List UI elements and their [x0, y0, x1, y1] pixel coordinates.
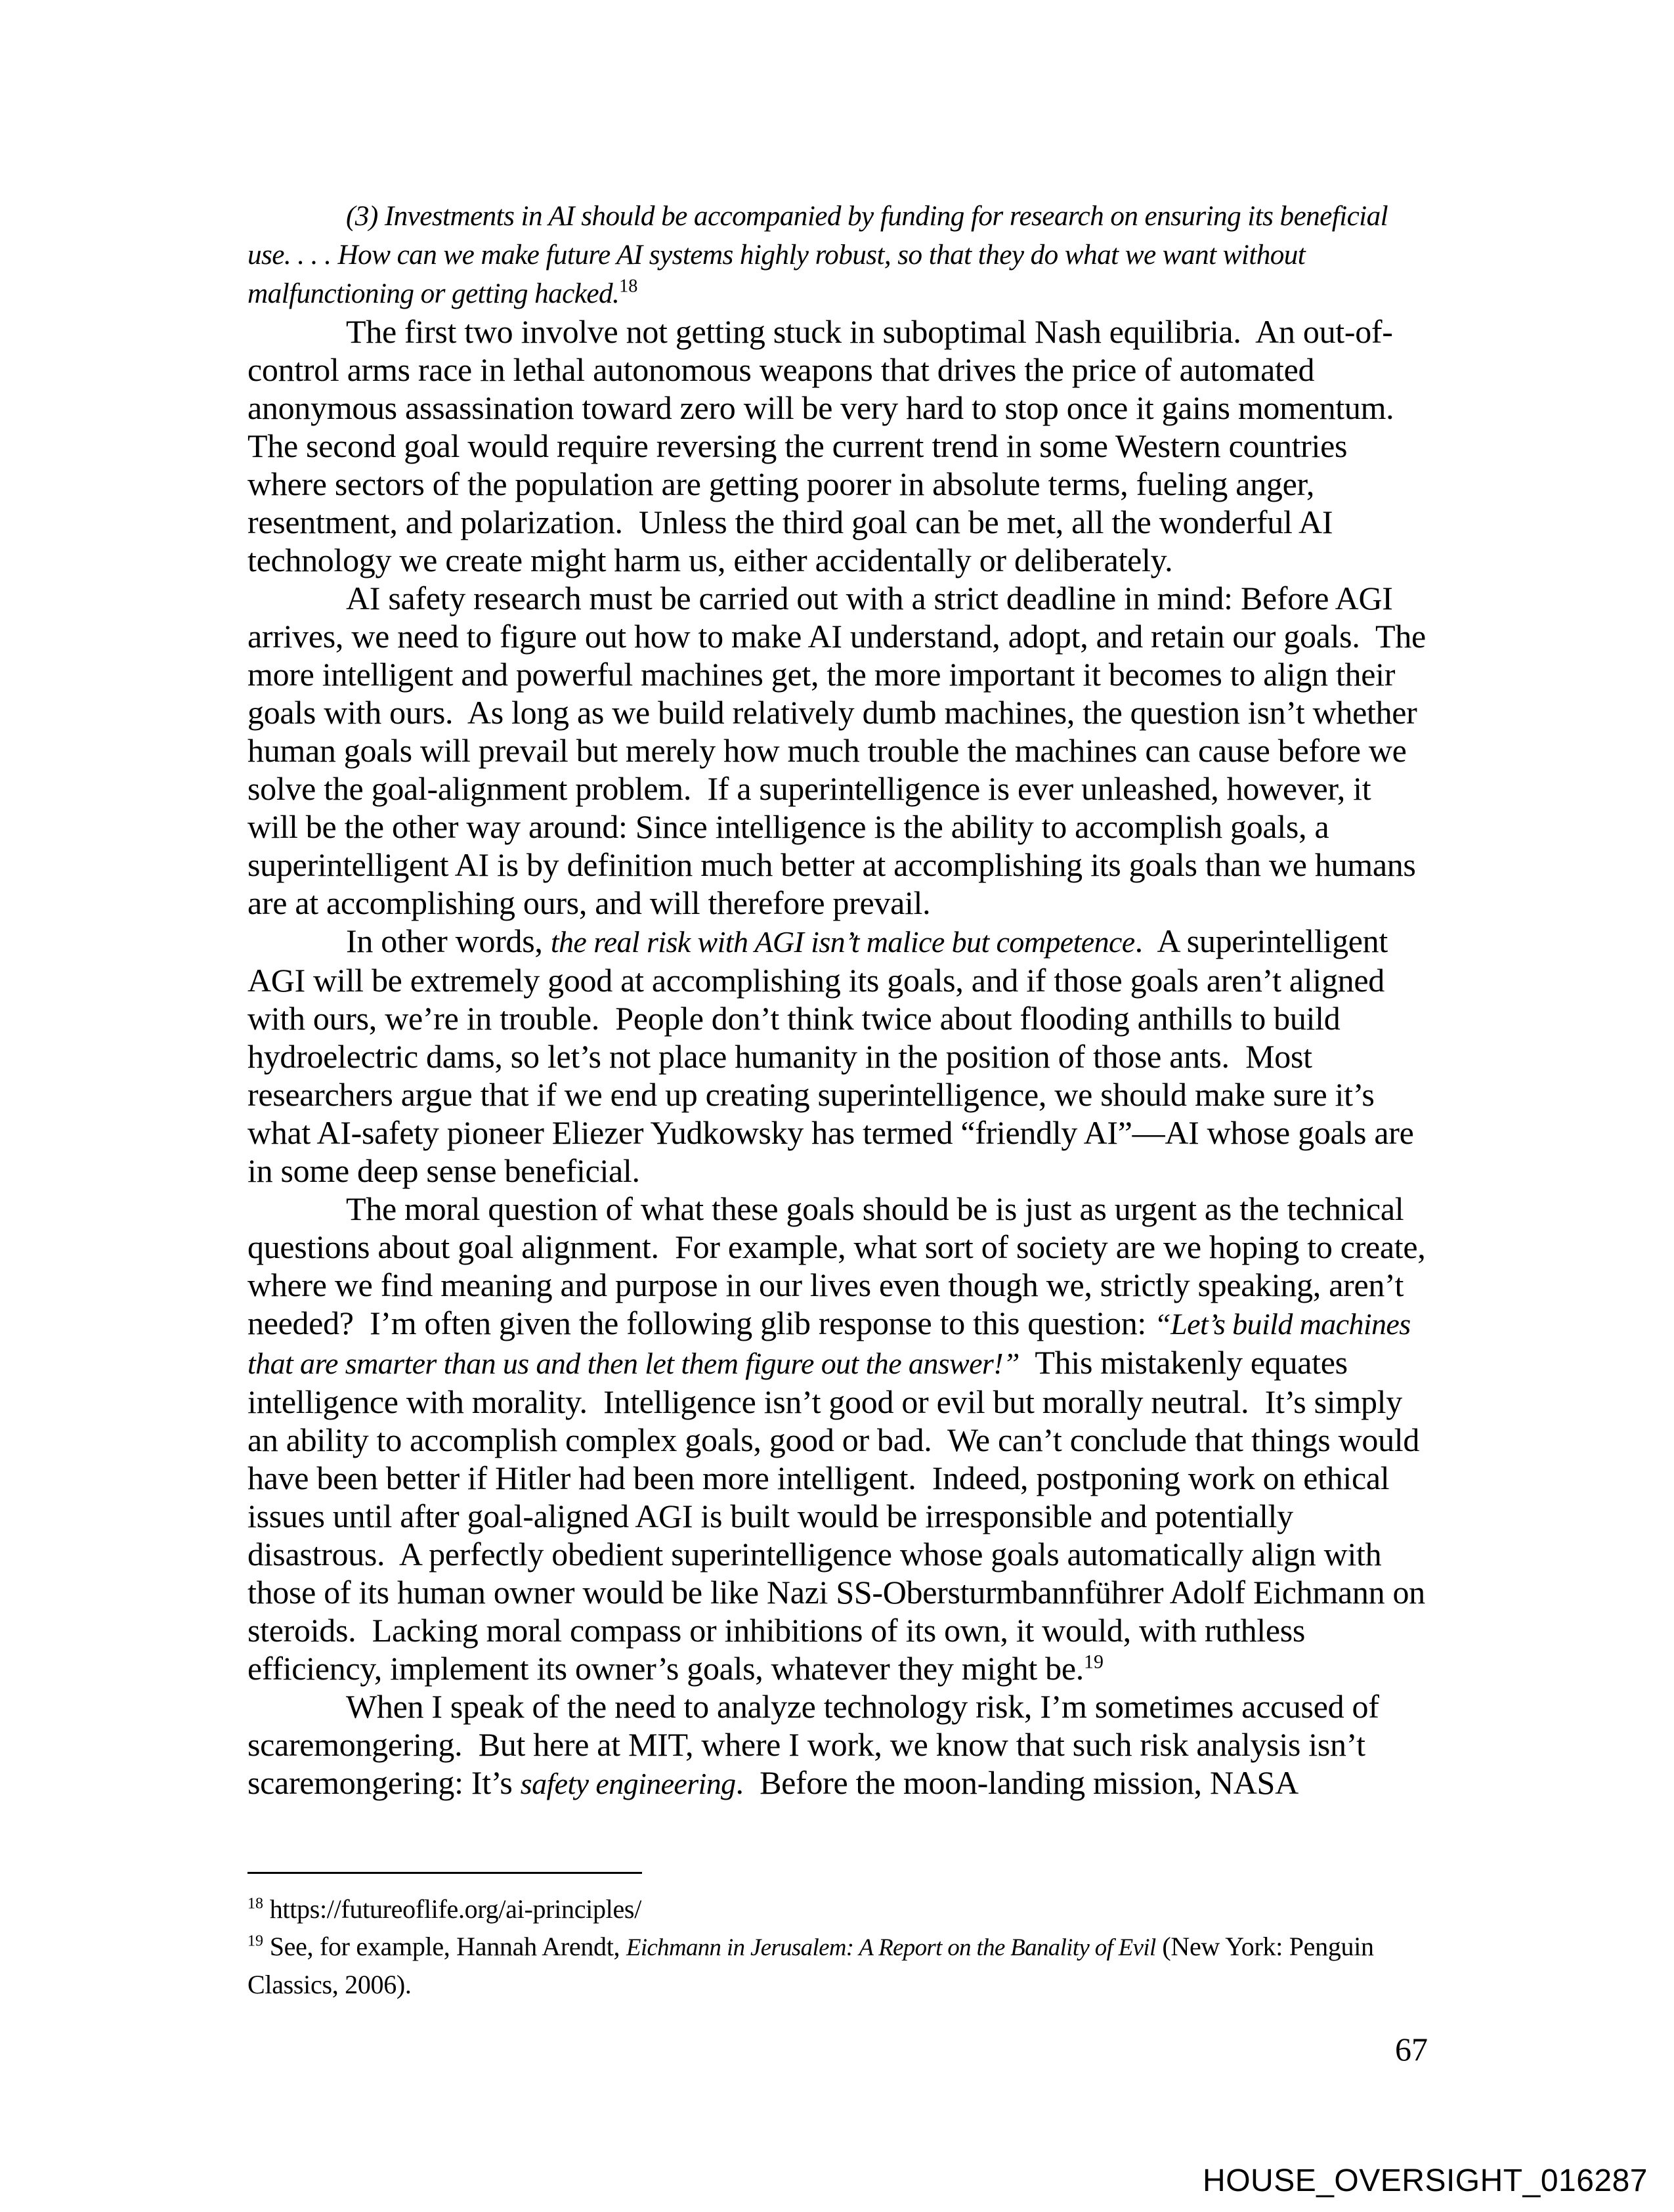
body-paragraph [247, 1190, 1434, 1687]
text-run: AI safety research must be carried out with a strict deadline in mind: Before AGI arrives, we need to figure out how to make AI understand, adopt, and retain our goals. The more intelligent and powerful machines get, the more important it becomes to align their goals with ours. As long as we build relatively dumb machines, the question isn’t whether human goals will prevail but merely how much trouble the machines can cause before we solve the goal-alignment problem. If a superintelligence is ever unleashed, however, it will be the other way around: Since intelligence is the ability to accomplish goals, a superintelligent AI is by definition much better at accomplishing its goals than we humans are at accomplishing ours, and will therefore prevail. [247, 580, 1434, 921]
italic-text: the real risk with AGI isn’t malice but competence [550, 925, 1135, 959]
block-quote-paragraph [247, 196, 1429, 313]
italic-text: “Let’s build machines that are smarter than us and then let them figure out the answer!” [247, 1307, 1418, 1380]
text-run: . Before the moon-landing mission, NASA [735, 1764, 1298, 1801]
footnote-marker: 19 [247, 1932, 263, 1950]
italic-text: Eichmann in Jerusalem: A Report on the Banality of Evil [626, 1934, 1156, 1961]
footnote-marker: 18 [247, 1895, 263, 1913]
text-run: In other words, [346, 922, 551, 959]
footnote-19 [247, 1928, 1429, 2003]
text-run: (New York: Penguin Classics, 2006). [247, 1932, 1381, 1999]
text-run: The first two involve not getting stuck in suboptimal Nash equilibria. An out-of-control arms race in lethal autonomous weapons that drives the price of automated anonymous assassination toward zero will be very hard to stop once it gains momentum. The second goal would require reversing the current trend in some Western countries where sectors of the population are getting poorer in absolute terms, fueling anger, resentment, and polarization. Unless the third goal can be met, all the wonderful AI technology we create might harm us, either accidentally or deliberately. [247, 313, 1409, 578]
footnote-marker: 19 [1083, 1651, 1104, 1673]
footnotes [247, 1890, 1429, 2003]
body-paragraph [247, 922, 1429, 1190]
body-paragraph [247, 1687, 1429, 1803]
footnote-18 [247, 1890, 1429, 1928]
body-paragraph [247, 579, 1434, 922]
body-text [247, 196, 1434, 1803]
page-number: 67 [1395, 2031, 1428, 2068]
footnote-marker: 18 [619, 276, 638, 297]
text-run: https://futureoflife.org/ai-principles/ [263, 1894, 642, 1924]
italic-text: safety engineering [520, 1767, 736, 1800]
footnote-separator-rule [247, 1872, 642, 1874]
bates-stamp: HOUSE_OVERSIGHT_016287 [1203, 2163, 1648, 2198]
text-run: . A superintelligent AGI will be extremely good at accomplishing its goals, and if those goals aren’t aligned with ours, we’re in trouble. People don’t think twice about flooding anthills to build hydroelectric dams, so let’s not place humanity in the position of those ants. Most researchers argue that if we end up creating superintelligence, we should make sure it’s what AI-safety pioneer Eliezer Yudkowsky has termed “friendly AI”—AI whose goals are in some deep sense beneficial. [247, 922, 1422, 1189]
text-run: When I speak of the need to analyze technology risk, I’m sometimes accused of scaremongering. But here at MIT, where I work, we know that such risk analysis isn’t scaremongering: It’s [247, 1688, 1387, 1801]
text-run: This mistakenly equates intelligence with morality. Intelligence isn’t good or evil but morally neutral. It’s simply an ability to accomplish complex goals, good or bad. We can’t conclude that things would have been better if Hitler had been more intelligent. Indeed, postponing work on ethical issues until after goal-aligned AGI is built would be irresponsible and potentially disastrous. A perfectly obedient superintelligence whose goals automatically align with those of its human owner would be like Nazi SS-Obersturmbannführer Adolf Eichmann on steroids. Lacking moral compass or inhibitions of its own, it would, with ruthless efficiency, implement its owner’s goals, whatever they might be. [247, 1344, 1434, 1687]
text-run: The moral question of what these goals should be is just as urgent as the technical questions about goal alignment. For example, what sort of society are we hoping to create, where we find meaning and purpose in our lives even though we, strictly speaking, aren’t needed? I’m often given the following glib response to this question: [247, 1190, 1434, 1341]
body-paragraph [247, 313, 1429, 579]
text-run: See, for example, Hannah Arendt, [263, 1932, 626, 1961]
italic-text: (3) Investments in AI should be accompanied by funding for research on ensuring its beneficial use. . . . How can we make future AI systems highly robust, so that they do what we want without malfunctioning or getting hacked. [247, 200, 1395, 309]
